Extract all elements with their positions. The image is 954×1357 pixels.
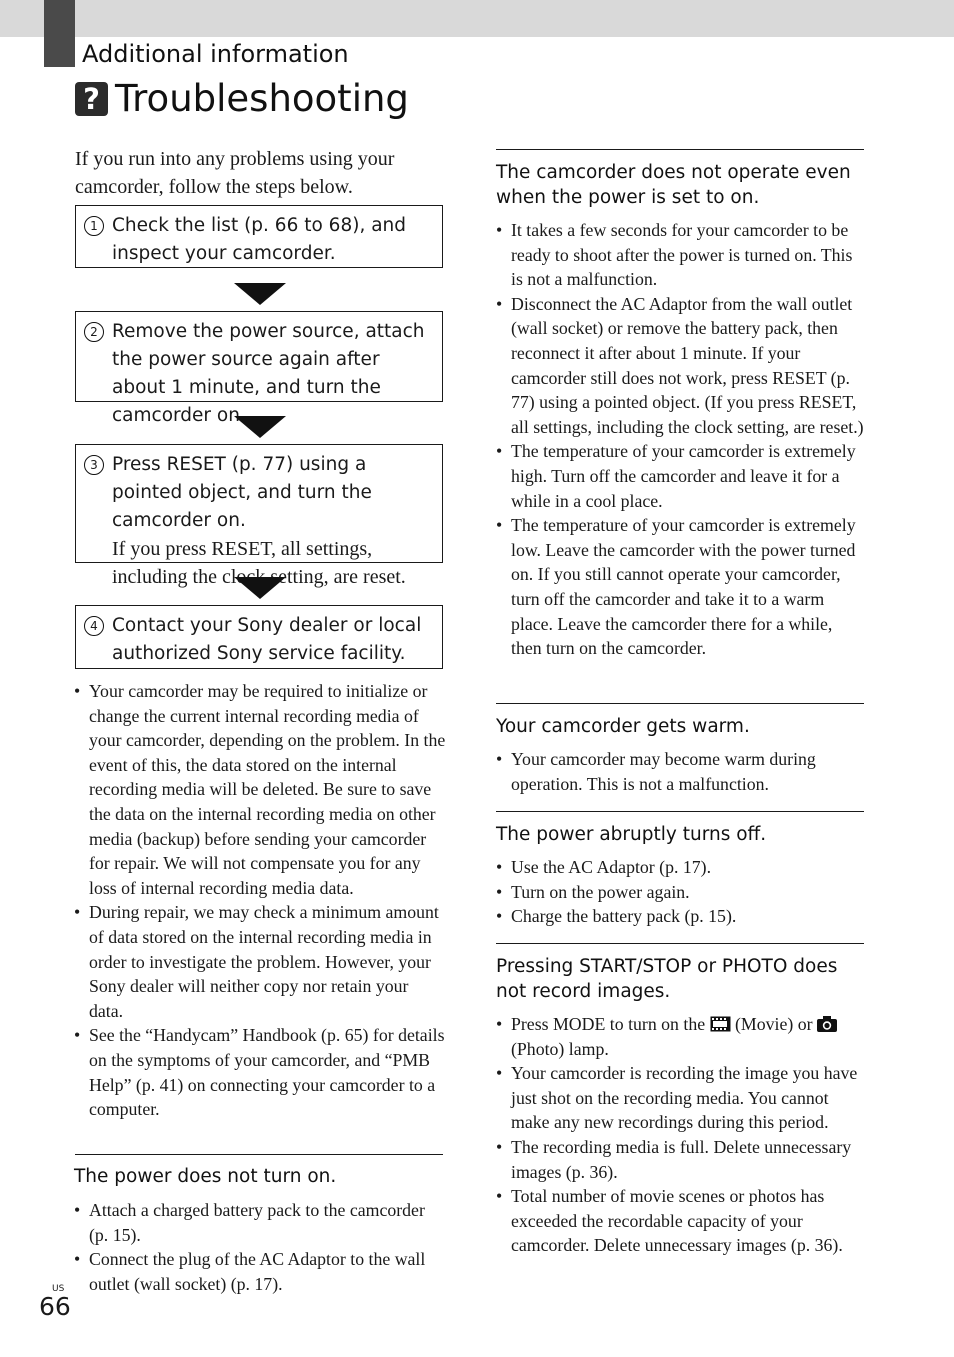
step-text: Press RESET (p. 77) using a pointed object, and turn the camcorder on. [112, 454, 372, 531]
region-code: US [52, 1284, 65, 1294]
section-heading: The power does not turn on. [74, 1166, 337, 1187]
section-heading: Pressing START/STOP or PHOTO does not record images. [496, 956, 838, 1002]
movie-icon [710, 1016, 731, 1032]
step-number: 2 [84, 322, 104, 342]
list-item: • Your camcorder may be required to initialize or change the current internal recording media of your camcorder, depending on the problem. In the event of this, the data stored on the internal recording media will be deleted. Be sure to save the data on the internal recording media on other media (backup) before sending your camcorder for repair. We will not compensate you for any loss of internal recording media data. [74, 679, 446, 900]
divider [496, 703, 864, 704]
step-number: 1 [84, 216, 104, 236]
mode-instruction-b: (Movie) or [735, 1014, 813, 1034]
list-item: • Connect the plug of the AC Adaptor to the wall outlet (wall socket) (p. 17). [74, 1247, 446, 1296]
down-arrow-icon [234, 283, 286, 305]
step-number: 4 [84, 616, 104, 636]
notes-list [74, 679, 446, 1122]
no-record-list [496, 1012, 866, 1258]
top-banner [0, 0, 954, 37]
divider [496, 149, 864, 150]
section-heading: The power abruptly turns off. [496, 824, 767, 845]
list-item: • See the “Handycam” Handbook (p. 65) for details on the symptoms of your camcorder, and “PMB Help” (p. 41) on connecting your camcorder to a computer. [74, 1023, 446, 1121]
list-item: • The recording media is full. Delete unnecessary images (p. 36). [496, 1135, 866, 1184]
list-item: • Attach a charged battery pack to the camcorder (p. 15). [74, 1198, 446, 1247]
step-text: Remove the power source, attach the power source again after about 1 minute, and turn the camcorder on. [112, 321, 425, 426]
list-item: • It takes a few seconds for your camcorder to be ready to shoot after the power is turned on. This is not a malfunction. [496, 218, 866, 292]
intro-text: If you run into any problems using your camcorder, follow the steps below. [75, 148, 395, 198]
step-number: 3 [84, 455, 104, 475]
power-not-on-list [74, 1198, 446, 1296]
list-item: • The temperature of your camcorder is extremely low. Leave the camcorder with the power turned on. If you still cannot operate your camcorder, turn off the camcorder and take it to a warm place. Leave the camcorder there for a while, then turn on the camcorder. [496, 513, 866, 661]
list-item: • Your camcorder is recording the image you have just shot on the recording media. You cannot make any new recordings during this period. [496, 1061, 866, 1135]
not-operate-list [496, 218, 866, 661]
camera-icon [817, 1016, 837, 1032]
divider [75, 1154, 443, 1155]
list-item: • Turn on the power again. [496, 880, 866, 905]
step-text: Contact your Sony dealer or local authorized Sony service facility. [112, 615, 422, 664]
list-item [496, 1012, 866, 1061]
section-label: Additional information [82, 40, 349, 68]
mode-instruction-c: (Photo) lamp. [511, 1038, 609, 1059]
divider [496, 943, 864, 944]
page-number: 66 [39, 1292, 71, 1321]
step-1-box [75, 205, 443, 268]
list-item: • Charge the battery pack (p. 15). [496, 904, 866, 929]
page-title: Troubleshooting [115, 77, 409, 120]
down-arrow-icon [234, 577, 286, 599]
step-4-box [75, 605, 443, 669]
gets-warm-list [496, 747, 866, 796]
mode-instruction-a: Press MODE to turn on the [511, 1014, 706, 1034]
step-2-box [75, 311, 443, 426]
question-mark-icon: ? [75, 82, 108, 116]
section-tab-marker [44, 0, 75, 67]
divider [496, 811, 864, 812]
step-note: If you press RESET, all settings, including the clock setting, are reset. [112, 538, 406, 588]
down-arrow-icon [234, 416, 286, 438]
list-item: • During repair, we may check a minimum amount of data stored on the internal recording media in order to investigate the problem. However, your Sony dealer will neither copy nor retain your data. [74, 900, 446, 1023]
step-text: Check the list (p. 66 to 68), and inspect your camcorder. [112, 215, 407, 264]
section-heading: Your camcorder gets warm. [496, 716, 750, 737]
list-item: • Your camcorder may become warm during operation. This is not a malfunction. [496, 747, 866, 796]
list-item: • The temperature of your camcorder is extremely high. Turn off the camcorder and leave it for a while in a cool place. [496, 439, 866, 513]
turns-off-list [496, 855, 866, 929]
section-heading: The camcorder does not operate even when the power is set to on. [496, 162, 851, 208]
step-3-box [75, 444, 443, 588]
list-item: • Disconnect the AC Adaptor from the wall outlet (wall socket) or remove the battery pack, then reconnect it after about 1 minute. If your camcorder still does not work, press RESET (p. 77) using a pointed object. (If you press RESET, all settings, including the clock setting, are reset.) [496, 292, 866, 440]
list-item: • Total number of movie scenes or photos has exceeded the recordable capacity of your camcorder. Delete unnecessary images (p. 36). [496, 1184, 866, 1258]
list-item: • Use the AC Adaptor (p. 17). [496, 855, 866, 880]
